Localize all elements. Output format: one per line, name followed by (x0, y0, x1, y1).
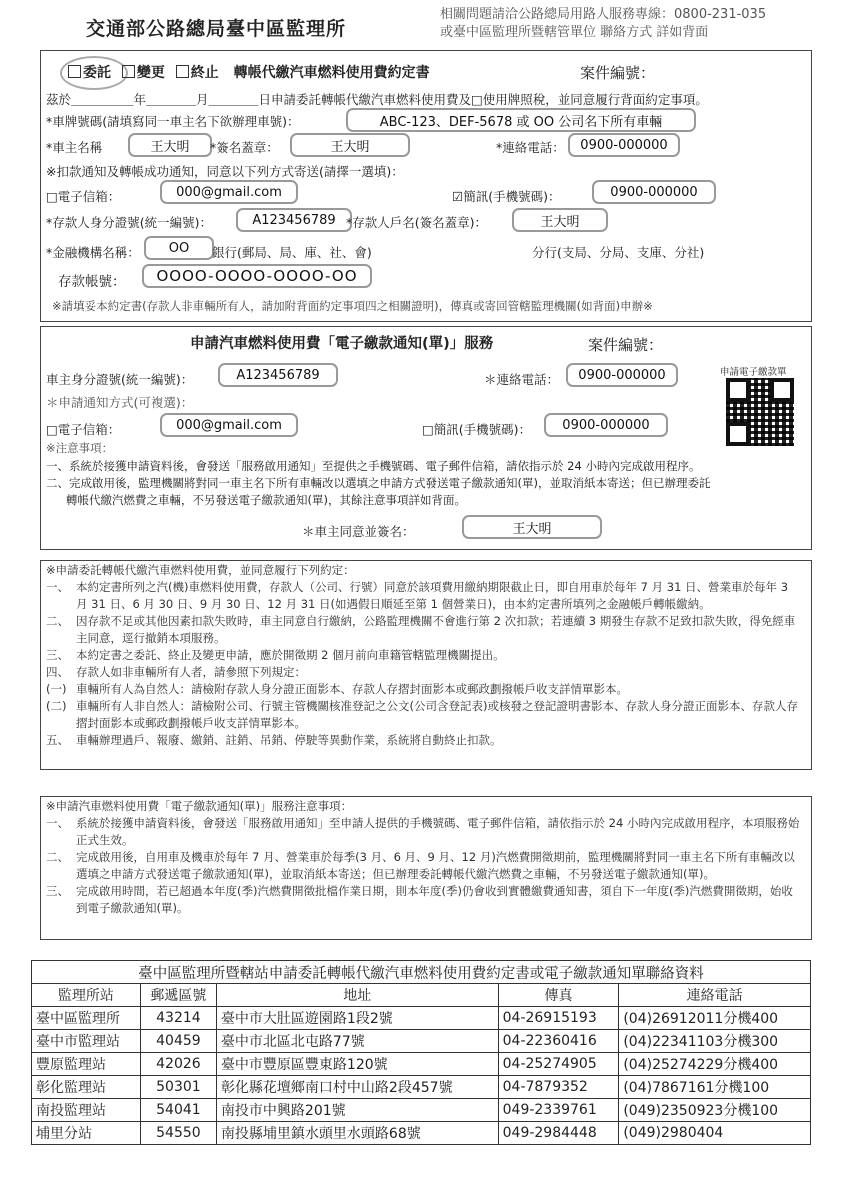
cell-station: 豐原監理站 (32, 1053, 141, 1076)
col-header-phone: 連絡電話 (619, 984, 811, 1007)
agreement-item (46, 664, 802, 681)
depositor-id-input[interactable]: A123456789 (236, 208, 352, 232)
item-num: 五、 (46, 733, 69, 747)
cell-address: 南投市中興路201號 (216, 1099, 498, 1122)
qr-corner-tl (726, 378, 750, 402)
form1-title-row (68, 62, 430, 82)
item-text: 存款人如非車輛所有人者，請參照下列規定： (76, 665, 306, 679)
cell-zip: 42026 (140, 1053, 216, 1076)
sign-label: *簽名蓋章： (210, 140, 279, 155)
contact-table (31, 960, 811, 1145)
table-caption-row (32, 961, 811, 984)
col-header-fax: 傳真 (498, 984, 619, 1007)
cell-zip: 54550 (140, 1122, 216, 1145)
form2-case-no: 案件編號： (588, 336, 664, 354)
item-num: 一、 (46, 816, 69, 830)
table-row (32, 1122, 811, 1145)
cell-phone: (04)26912011分機400 (619, 1007, 811, 1030)
item-num: 一、 (46, 580, 69, 594)
cell-phone: (04)22341103分機300 (619, 1030, 811, 1053)
item-num: 三、 (46, 884, 69, 898)
agreement-item (46, 732, 802, 749)
qr-corner-tr (770, 378, 794, 402)
plate-input[interactable]: ABC-123、DEF-5678 或 OO 公司名下所有車輛 (346, 108, 696, 132)
cell-zip: 40459 (140, 1030, 216, 1053)
cell-address: 臺中市大肚區遊園路1段2號 (216, 1007, 498, 1030)
item-text: 本約定書之委託、終止及變更申請，應於開徵期 2 個月前向車籍管轄監理機關提出。 (76, 648, 505, 662)
item-text: 系統於接獲申請資料後，會發送「服務啟用通知」至申請人提供的手機號碼、電子郵件信箱，請依指示於 24 小時內完成啟用程序，本項服務始正式生效。 (76, 816, 800, 847)
agreement-item (46, 647, 802, 664)
form2-method-label: ＊申請通知方式(可複選)： (46, 395, 194, 410)
item-text: 完成啟用時間，若已超過本年度(季)汽燃費開徵批檔作業日期，則本年度(季)仍會收到實體繳費通知書，須自下一年度(季)汽燃費開徵期，始收到電子繳款通知(單)。 (76, 884, 793, 915)
form2-phone-label: ＊連絡電話： (484, 372, 560, 387)
form2-sms-label: □簡訊(手機號碼)： (422, 422, 532, 437)
col-header-address: 地址 (216, 984, 498, 1007)
cell-phone: (049)2980404 (619, 1122, 811, 1145)
cell-zip: 50301 (140, 1076, 216, 1099)
sms-input[interactable]: 0900-000000 (592, 180, 716, 204)
col-header-station: 監理所站 (32, 984, 141, 1007)
form2-note2a: 二、完成啟用後，監理機關將對同一車主名下所有車輛改以選填之申請方式發送電子繳款通知(單)，並取消紙本寄送；但已辦理委託 (46, 476, 711, 490)
table-row (32, 1030, 811, 1053)
table-row (32, 1099, 811, 1122)
cell-fax: 04-26915193 (498, 1007, 619, 1030)
form2-notes-header: ※注意事項： (46, 441, 114, 455)
agreement-item (46, 613, 802, 647)
form2-id-input[interactable]: A123456789 (218, 363, 338, 387)
item-text: 車輛所有人非自然人：請檢附公司、行號主管機關核准登記之公文(公司含登記表)或核發之登記證明書影本、存款人身分證正面影本、存款人存摺封面影本或郵政劃撥帳戶收支詳情單影本。 (76, 699, 798, 730)
item-text: 完成啟用後，自用車及機車於每年 7 月、營業車於每季(3 月、6 月、9 月、12 月)汽燃費開徵期前，監理機關將對同一車主名下所有車輛改以選填之申請方式發送電子繳款通知(單)，並取消紙本寄送；但已辦理委託轉帳代繳汽燃費之車輛，不另發送電子繳款通知(單)。 (76, 850, 795, 881)
item-num: 二、 (46, 850, 69, 864)
cell-station: 彰化監理站 (32, 1076, 141, 1099)
bank-suffix: 銀行(郵局、局、庫、社、會) (212, 245, 372, 260)
item-text: 本約定書所列之汽(機)車燃料使用費，存款人（公司、行號）同意於該項費用繳納期限截止日，即自用車於每年 7 月 31 日、營業車於每年 3 月 31 日、6 月 30 日、9 月 30 日、12 月 31 日(如遇假日順延至第 1 個營業日)，由本約定書所填列之金融帳戶轉帳繳納。 (76, 580, 789, 611)
table-row (32, 1076, 811, 1099)
cell-phone: (049)2350923分機100 (619, 1099, 811, 1122)
depositor-name-label: *存款人戶名(簽名蓋章)： (346, 215, 488, 230)
ebill-list (46, 798, 802, 917)
sign-input[interactable]: 王大明 (290, 133, 410, 157)
cell-phone: (04)7867161分機100 (619, 1076, 811, 1099)
cell-station: 臺中區監理所 (32, 1007, 141, 1030)
ebill-item (46, 815, 802, 849)
agreement-list (46, 562, 802, 749)
branch-suffix: 分行(支局、分局、支庫、分社) (532, 245, 705, 260)
depositor-name-input[interactable]: 王大明 (512, 208, 608, 232)
item-num: 二、 (46, 614, 69, 628)
cell-fax: 04-22360416 (498, 1030, 619, 1053)
ebill-item (46, 883, 802, 917)
cell-address: 臺中市北區北屯路77號 (216, 1030, 498, 1053)
table-row (32, 1053, 811, 1076)
opt-entrust-checkbox[interactable] (68, 65, 81, 78)
agreement-header: ※申請委託轉帳代繳汽車燃料使用費，並同意履行下列約定： (46, 563, 355, 577)
cell-station: 南投監理站 (32, 1099, 141, 1122)
table-caption: 臺中區監理所暨轄站申請委託轉帳代繳汽車燃料使用費約定書或電子繳款通知單聯絡資料 (32, 961, 811, 984)
qr-corner-bl (726, 422, 750, 446)
form2-id-label: 車主身分證號(統一編號)： (46, 372, 194, 387)
form2-note1: 一、系統於接獲申請資料後，會發送「服務啟用通知」至提供之手機號碼、電子郵件信箱，請依指示於 24 小時內完成啟用程序。 (46, 459, 701, 473)
cell-fax: 04-25274905 (498, 1053, 619, 1076)
header-note (440, 6, 766, 42)
phone-label: *連絡電話： (496, 140, 565, 155)
cell-fax: 049-2339761 (498, 1099, 619, 1122)
plate-label: *車牌號碼(請填寫同一車主名下欲辦理車號)： (46, 114, 300, 129)
account-input[interactable]: OOOO-OOOO-OOOO-OO (142, 264, 372, 288)
item-num: (二) (46, 699, 67, 713)
qr-caption: 申請電子繳款單 (720, 367, 787, 378)
page-title: 交通部公路總局臺中區監理所 (86, 18, 347, 40)
phone-input[interactable]: 0900-000000 (568, 133, 680, 157)
depositor-id-label: *存款人身分證號(統一編號)： (46, 215, 213, 230)
cell-zip: 54041 (140, 1099, 216, 1122)
owner-sign-input[interactable]: 王大明 (462, 515, 602, 539)
owner-input[interactable]: 王大明 (128, 133, 212, 157)
cell-address: 臺中市豐原區豐東路120號 (216, 1053, 498, 1076)
form1-title: 轉帳代繳汽車燃料使用費約定書 (233, 65, 430, 81)
cell-address: 南投縣埔里鎮水頭里水頭路68號 (216, 1122, 498, 1145)
table-row (32, 1007, 811, 1030)
cell-station: 臺中市監理站 (32, 1030, 141, 1053)
cell-fax: 04-7879352 (498, 1076, 619, 1099)
item-num: (一) (46, 682, 67, 696)
opt-entrust-label: 委託 (83, 65, 111, 81)
agreement-item (46, 698, 802, 732)
opt-terminate-checkbox[interactable] (176, 65, 189, 78)
opt-change-label: 變更 (136, 65, 165, 81)
cell-fax: 049-2984448 (498, 1122, 619, 1145)
agreement-item (46, 681, 802, 698)
form2-note2b: 轉帳代繳汽燃費之車輛，不另發送電子繳款通知(單)，其餘注意事項詳如背面。 (66, 493, 466, 507)
ebill-header: ※申請汽車燃料使用費「電子繳款通知(單)」服務注意事項： (46, 799, 353, 813)
form2-phone-input[interactable]: 0900-000000 (566, 363, 678, 387)
form2-email-label: □電子信箱： (46, 422, 121, 437)
header-note-line1: 相關問題請洽公路總局用路人服務專線：0800-231-035 (440, 7, 767, 22)
cell-zip: 43214 (140, 1007, 216, 1030)
cell-phone: (04)25274229分機400 (619, 1053, 811, 1076)
owner-label: *車主名稱 (46, 140, 103, 155)
form2-title: 申請汽車燃料使用費「電子繳款通知(單)」服務 (190, 336, 494, 352)
agreement-item (46, 579, 802, 613)
item-text: 車輛所有人為自然人：請檢附存款人身分證正面影本、存款人存摺封面影本或郵政劃撥帳戶收支詳情單影本。 (76, 682, 628, 696)
item-text: 車輛辦理過戶、報廢、繳銷、註銷、吊銷、停駛等異動作業，系統將自動終止扣款。 (76, 733, 502, 747)
cell-address: 彰化縣花壇鄉南口村中山路2段457號 (216, 1076, 498, 1099)
form1-case-no: 案件編號： (580, 64, 656, 82)
item-num: 四、 (46, 665, 69, 679)
owner-sign-label: ＊車主同意並簽名： (302, 524, 415, 539)
item-num: 三、 (46, 648, 69, 662)
header-note-line2: 或臺中區監理所暨轄管單位 聯絡方式 詳如背面 (440, 25, 709, 40)
bank-input[interactable]: OO (144, 236, 214, 260)
form1-intro: 茲於＿＿＿＿＿年＿＿＿＿月＿＿＿＿日申請委託轉帳代繳汽車燃料使用費及□使用牌照稅，並同意履行背面約定事項。 (46, 92, 708, 107)
form2-email-input[interactable]: 000@gmail.com (160, 413, 298, 437)
email-input[interactable]: 000@gmail.com (160, 180, 298, 204)
qr-code-icon (726, 378, 794, 446)
notice-text: ※扣款通知及轉帳成功通知，同意以下列方式寄送(請擇一選填)： (46, 164, 404, 179)
form2-box (40, 326, 812, 550)
table-header-row (32, 984, 811, 1007)
opt-change-checkbox[interactable] (122, 65, 135, 78)
cell-station: 埔里分站 (32, 1122, 141, 1145)
col-header-zip: 郵遞區號 (140, 984, 216, 1007)
ebill-item (46, 849, 802, 883)
form1-footnote: ※請填妥本約定書(存款人非車輛所有人，請加附背面約定事項四之相關證明)，傳真或寄回管轄監理機關(如背面)申辦※ (52, 299, 653, 313)
opt-terminate-label: 終止 (190, 65, 219, 81)
form2-sms-input[interactable]: 0900-000000 (544, 413, 668, 437)
item-text: 因存款不足或其他因素扣款失敗時，車主同意自行繳納，公路監理機關不會進行第 2 次扣款；若連續 3 期發生存款不足致扣款失敗，得免經車主同意，逕行撤銷本項服務。 (76, 614, 796, 645)
bank-label: *金融機構名稱： (46, 245, 140, 260)
account-label: 存款帳號： (58, 274, 126, 290)
sms-label: ☑簡訊(手機號碼)： (452, 189, 561, 204)
email-label: □電子信箱： (46, 189, 121, 204)
